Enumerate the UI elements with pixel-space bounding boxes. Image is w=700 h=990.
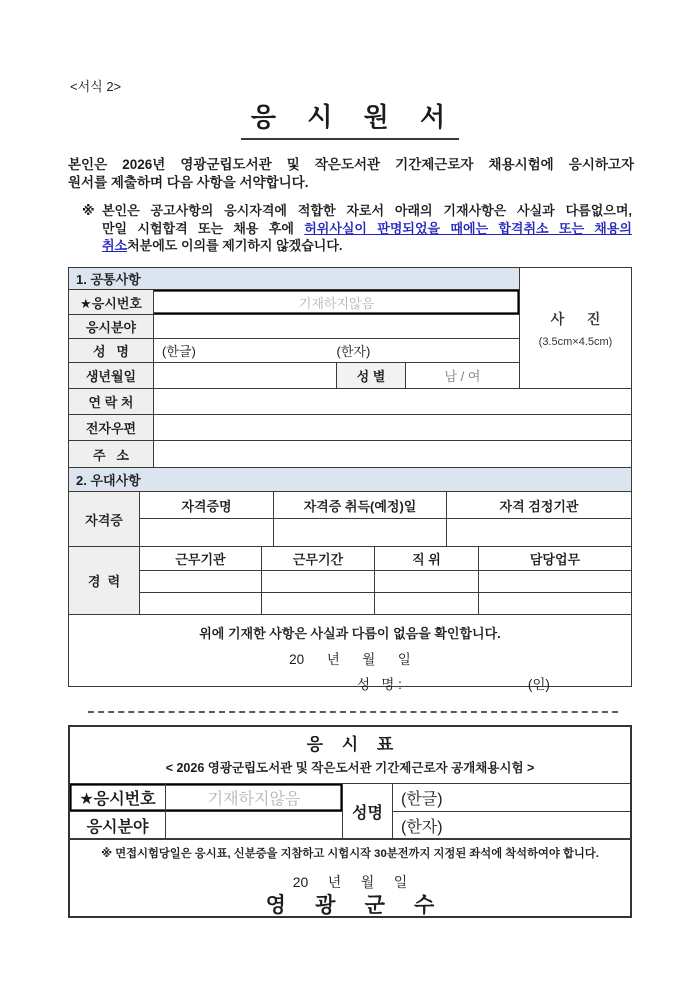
email-input[interactable] [153,415,631,440]
section-header-common: 1. 공통사항 [69,268,519,289]
pledge-line-1: 본인은 공고사항의 응시자격에 적합한 자로서 아래의 기재사항은 사실과 다름없으며, [102,203,632,218]
address-label: 주 소 [69,441,153,467]
birth-gender-row [69,362,519,388]
seal-mark: (인) [527,677,550,692]
career-duty-input[interactable] [478,593,631,614]
ticket-name-hangul-input[interactable]: (한글) [401,791,443,808]
contact-input[interactable] [153,389,631,414]
career-header-org: 근무기관 [139,547,261,570]
pledge-note [82,202,632,255]
career-period-input[interactable] [261,593,374,614]
exam-number-row [69,289,519,314]
career-entry-row [139,592,631,614]
common-table-top [68,267,632,388]
career-period-input[interactable] [261,571,374,592]
signature-label: 성 명 : [357,677,402,692]
exam-number-field[interactable]: 기재하지않음 [153,290,519,314]
confirmation-signature-line [69,673,631,693]
pledge-body [102,202,632,255]
email-row [69,414,631,440]
career-label: 경 력 [69,547,139,614]
career-header-row [139,547,631,570]
license-date-input[interactable] [273,519,446,546]
ticket-exam-number-label: ★응시번호 [79,791,156,808]
name-label: 성 명 [69,339,153,362]
career-org-input[interactable] [139,571,261,592]
career-org-input[interactable] [139,593,261,614]
confirmation-block [69,614,631,692]
exam-number-label: ★응시번호 [69,290,153,314]
address-row [69,440,631,467]
apply-field-row [69,314,519,338]
exam-ticket-box [68,725,632,918]
intro-line-1: 본인은 2026년 영광군립도서관 및 작은도서관 기간제근로자 채용시험에 응시하고자 [68,157,634,172]
ticket-exam-number-field[interactable]: 기재하지않음 [165,784,342,811]
contact-label: 연 락 처 [69,389,153,414]
gender-choice[interactable]: 남 / 여 [405,363,519,388]
license-header-date: 자격증 취득(예정)일 [273,492,446,518]
ticket-title: 응 시 표 [306,735,401,754]
name-row [69,338,519,362]
ticket-name-label: 성명 [342,784,392,838]
address-input[interactable] [153,441,631,467]
confirmation-statement: 위에 기재한 사항은 사실과 다름이 없음을 확인합니다. [199,626,501,641]
name-input-cell[interactable] [153,339,519,362]
pledge-line-3-highlight: 취소 [102,238,128,254]
intro-line-2: 원서를 제출하며 다음 사항을 서약합니다. [68,174,309,190]
photo-label: 사 진 [550,310,606,327]
career-entry-row [139,570,631,592]
license-name-input[interactable] [139,519,273,546]
ticket-subtitle: < 2026 영광군립도서관 및 작은도서관 기간제근로자 공개채용시험 > [165,761,535,775]
license-grid [139,492,631,546]
common-table-left [69,268,519,388]
intro-paragraph [68,156,634,192]
cut-line [88,711,618,713]
name-hanja-hint[interactable]: (한자) [336,344,371,359]
license-entry-row [139,518,631,546]
career-grid [139,547,631,614]
career-header-duty: 담당업무 [478,547,631,570]
license-header-name: 자격증명 [139,492,273,518]
career-header-position: 직 위 [374,547,478,570]
ticket-table [70,783,630,839]
birth-label: 생년월일 [69,363,153,388]
confirmation-date: 20 년 월 일 [289,652,411,667]
common-table-bottom [68,388,632,468]
license-label: 자격증 [69,492,139,546]
career-duty-input[interactable] [478,571,631,592]
ticket-note: ※ 면접시험당일은 응시표, 신분증을 지참하고 시험시작 30분전까지 지정된 좌석에 착석하여야 합니다. [70,839,630,865]
apply-field-input[interactable] [153,315,519,338]
ticket-apply-field-row [70,811,342,838]
name-hangul-hint[interactable]: (한글) [162,344,196,359]
pledge-line-2-highlight: 허위사실이 판명되었을 때에는 합격취소 또는 채용의 [304,220,632,236]
photo-size: (3.5cm×4.5cm) [538,335,613,348]
preference-table [68,468,632,692]
license-agency-input[interactable] [446,519,631,546]
apply-field-label: 응시분야 [69,315,153,338]
license-header-row [139,492,631,518]
pledge-line-2 [102,220,632,238]
ticket-apply-field-input[interactable] [165,812,342,838]
ticket-name-hanja-input[interactable]: (한자) [401,818,443,836]
ticket-apply-field-label: 응시분야 [86,818,149,836]
pledge-line-2-black: 만일 시험합격 또는 채용 후에 [102,220,305,236]
ticket-signer: 영 광 군 수 [265,894,435,917]
common-info-table [68,267,632,692]
form-number-label: <서식 2> [70,79,122,94]
title-wrap [0,97,700,140]
career-position-input[interactable] [374,571,478,592]
ticket-name-hanja-row [393,811,630,838]
gender-label: 성 별 [336,363,405,388]
pledge-line-3 [102,237,632,255]
license-section [69,491,631,546]
career-section [69,546,631,614]
section-header-preference: 2. 우대사항 [69,468,631,491]
license-header-agency: 자격 검정기관 [446,492,631,518]
ticket-left-column [70,784,342,838]
career-position-input[interactable] [374,593,478,614]
ticket-exam-number-row [70,784,342,811]
ticket-date: 20 년 월 일 [292,874,408,890]
document-title: 응 시 원 서 [241,97,459,140]
career-header-period: 근무기간 [261,547,374,570]
birth-input[interactable] [153,363,336,388]
photo-box[interactable] [519,268,631,388]
ticket-name-hangul-row [393,784,630,811]
email-label: 전자우편 [69,415,153,440]
pledge-line-3-black: 처분에도 이의를 제기하지 않겠습니다. [127,238,343,254]
reference-mark: ※ [82,203,95,218]
ticket-name-column [392,784,630,838]
contact-row [69,388,631,414]
